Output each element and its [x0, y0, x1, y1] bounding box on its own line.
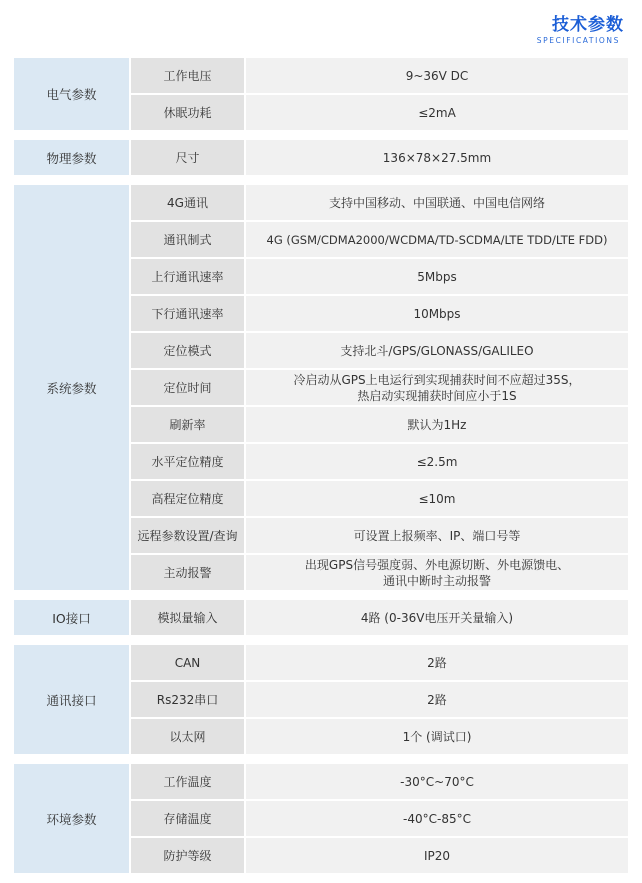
param-name: 通讯制式 [131, 222, 244, 257]
table-row [131, 259, 628, 296]
param-value: ≤2.5m [246, 444, 628, 479]
param-value: 4G (GSM/CDMA2000/WCDMA/TD-SCDMA/LTE TDD/LTE FDD) [246, 222, 628, 257]
group-rows [131, 645, 628, 754]
param-value-multiline [246, 555, 628, 590]
param-name: Rs232串口 [131, 682, 244, 717]
param-name: 定位时间 [131, 370, 244, 405]
page-subtitle: SPECIFICATIONS [536, 36, 620, 45]
param-value-line-1: 冷启动从GPS上电运行到实现捕获时间不应超过35S， [293, 372, 581, 387]
param-value: 5Mbps [246, 259, 628, 294]
param-name: 休眠功耗 [131, 95, 244, 130]
param-value: 136×78×27.5mm [246, 140, 628, 175]
param-value: 2路 [246, 682, 628, 717]
param-value-line-2: 热启动实现捕获时间应小于1S [357, 388, 517, 403]
param-name: 刷新率 [131, 407, 244, 442]
page-title: 技术参数 [552, 15, 624, 35]
param-name: 主动报警 [131, 555, 244, 590]
param-name: 模拟量输入 [131, 600, 244, 635]
param-name: 防护等级 [131, 838, 244, 873]
category-label: 物理参数 [14, 140, 129, 175]
param-name: 水平定位精度 [131, 444, 244, 479]
group-rows [131, 764, 628, 873]
param-value: -40°C-85°C [246, 801, 628, 836]
table-row [131, 444, 628, 481]
spec-group-physical [14, 140, 628, 175]
param-value: 2路 [246, 645, 628, 680]
table-row [131, 370, 628, 407]
table-row [131, 838, 628, 873]
param-name: 定位模式 [131, 333, 244, 368]
param-value: 可设置上报频率、IP、端口号等 [246, 518, 628, 553]
table-row [131, 764, 628, 801]
param-name: 工作电压 [131, 58, 244, 93]
param-value-multiline [246, 370, 628, 405]
spec-group-environment [14, 764, 628, 873]
param-name: 下行通讯速率 [131, 296, 244, 331]
table-row [131, 682, 628, 719]
table-row [131, 645, 628, 682]
param-name: 工作温度 [131, 764, 244, 799]
table-row [131, 801, 628, 838]
table-row [131, 719, 628, 754]
table-row [131, 518, 628, 555]
group-rows [131, 600, 628, 635]
param-value-line-1: 出现GPS信号强度弱、外电源切断、外电源馈电、 [304, 557, 570, 572]
param-value: 4路 (0-36V电压开关量输入) [246, 600, 628, 635]
table-row [131, 222, 628, 259]
spec-group-electrical [14, 58, 628, 130]
param-name: 上行通讯速率 [131, 259, 244, 294]
spec-group-system [14, 185, 628, 590]
param-name: 尺寸 [131, 140, 244, 175]
param-value: 10Mbps [246, 296, 628, 331]
table-row [131, 296, 628, 333]
param-value: 默认为1Hz [246, 407, 628, 442]
spec-group-comm [14, 645, 628, 754]
table-row [131, 58, 628, 95]
page-header [0, 0, 642, 54]
spec-group-io [14, 600, 628, 635]
table-row [131, 333, 628, 370]
param-value: 支持北斗/GPS/GLONASS/GALILEO [246, 333, 628, 368]
table-row [131, 185, 628, 222]
spec-table [14, 58, 628, 883]
param-value: 1个 (调试口) [246, 719, 628, 754]
category-label: 电气参数 [14, 58, 129, 130]
param-name: 远程参数设置/查询 [131, 518, 244, 553]
param-value: IP20 [246, 838, 628, 873]
param-name: 高程定位精度 [131, 481, 244, 516]
table-row [131, 481, 628, 518]
table-row [131, 140, 628, 175]
param-value: ≤10m [246, 481, 628, 516]
category-label: 通讯接口 [14, 645, 129, 754]
table-row [131, 95, 628, 130]
param-value: 9~36V DC [246, 58, 628, 93]
param-value: ≤2mA [246, 95, 628, 130]
param-name: 存储温度 [131, 801, 244, 836]
param-value: 支持中国移动、中国联通、中国电信网络 [246, 185, 628, 220]
param-value-line-2: 通讯中断时主动报警 [382, 573, 491, 588]
category-label: 系统参数 [14, 185, 129, 590]
table-row [131, 555, 628, 590]
table-row [131, 600, 628, 635]
group-rows [131, 140, 628, 175]
param-name: 以太网 [131, 719, 244, 754]
param-name: CAN [131, 645, 244, 680]
category-label: IO接口 [14, 600, 129, 635]
table-row [131, 407, 628, 444]
param-value: -30°C~70°C [246, 764, 628, 799]
group-rows [131, 185, 628, 590]
param-name: 4G通讯 [131, 185, 244, 220]
group-rows [131, 58, 628, 130]
category-label: 环境参数 [14, 764, 129, 873]
